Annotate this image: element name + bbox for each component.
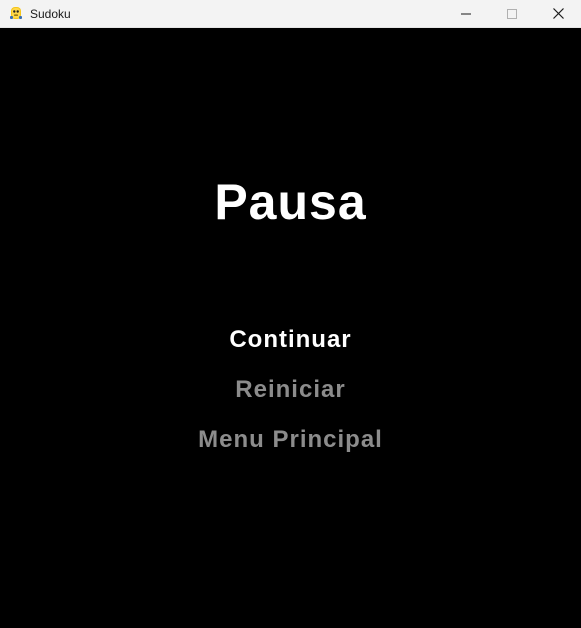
pygame-snake-icon (8, 5, 24, 21)
maximize-icon (507, 9, 517, 19)
game-canvas (0, 28, 581, 628)
window-title: Sudoku (30, 7, 71, 21)
minimize-icon (461, 9, 471, 19)
main-menu-option[interactable]: Menu Principal (198, 426, 383, 453)
close-button[interactable] (535, 0, 581, 27)
minimize-button[interactable] (443, 0, 489, 27)
maximize-button[interactable] (489, 0, 535, 27)
restart-option[interactable]: Reiniciar (235, 376, 346, 403)
continue-option[interactable]: Continuar (229, 326, 352, 353)
close-icon (553, 8, 564, 19)
pause-title: Pausa (214, 174, 367, 230)
title-bar[interactable] (0, 0, 581, 28)
